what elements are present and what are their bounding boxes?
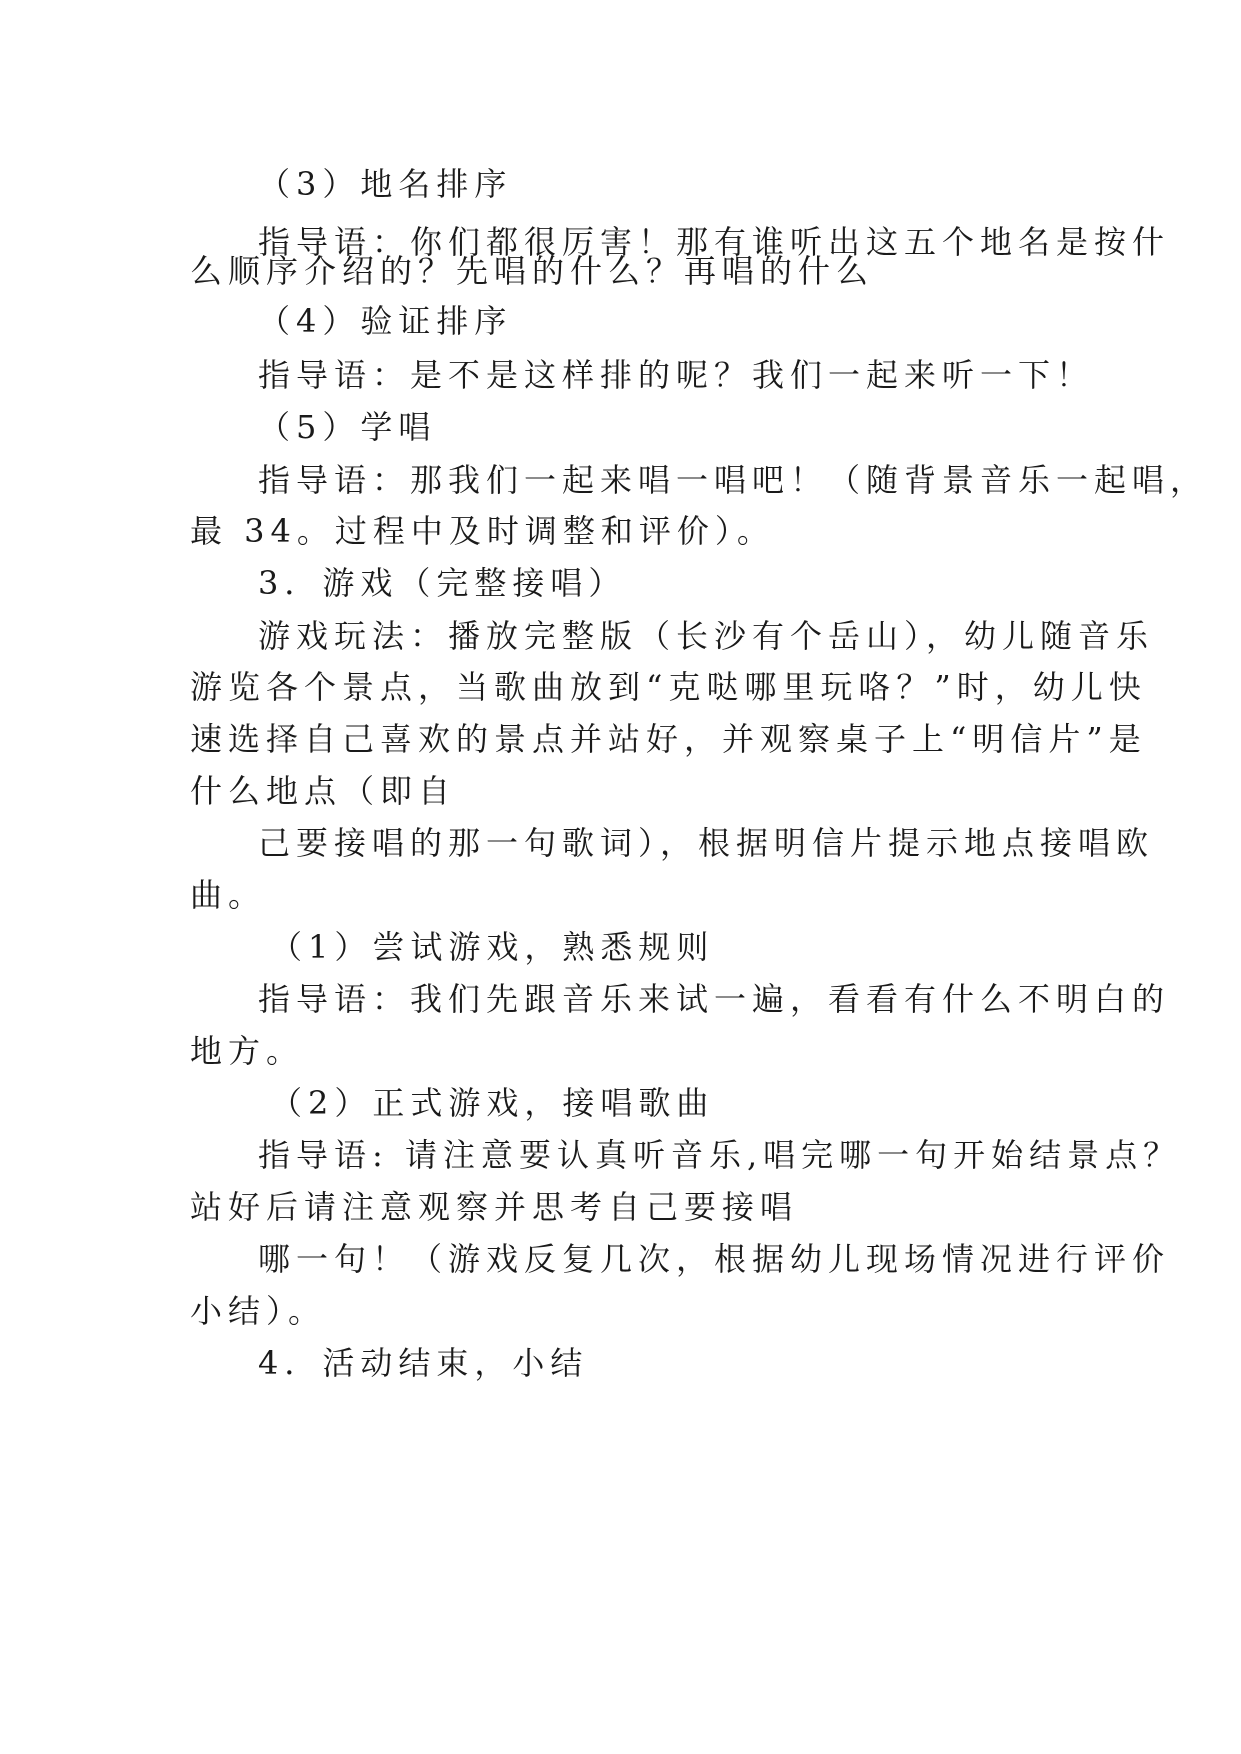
section-heading-activity-end: 4．活动结束，小结 — [258, 1344, 589, 1382]
paragraph-line: 指导语：是不是这样排的呢？我们一起来听一下！ — [258, 356, 1095, 394]
paragraph-line-continuation: 小结）。 — [190, 1292, 327, 1330]
section-heading-game: 3．游戏（完整接唱） — [258, 564, 627, 602]
paragraph-line: 哪一句！（游戏反复几次，根据幼儿现场情况进行评价 — [258, 1240, 1171, 1278]
paragraph-line-continuation: 站好后请注意观察并思考自己要接唱 — [190, 1188, 799, 1226]
paragraph-line: 游戏玩法：播放完整版（长沙有个岳山），幼儿随音乐 — [258, 617, 1155, 655]
heading-try-game: （1）尝试游戏，熟悉规则 — [270, 928, 715, 966]
paragraph-line: 己要接唱的那一句歌词），根据明信片提示地点接唱欧 — [258, 824, 1155, 862]
paragraph-line-continuation: 最 34。过程中及时调整和评价）。 — [190, 512, 775, 550]
paragraph-line: 指导语: 请注意要认真听音乐,唱完哪一句开始结景点？ — [258, 1136, 1182, 1174]
paragraph-line-continuation: 地方。 — [190, 1032, 305, 1070]
heading-formal-game: （2）正式游戏，接唱歌曲 — [270, 1084, 715, 1122]
paragraph-line-continuation: 速选择自己喜欢的景点并站好，并观察桌子上“明信片”是 — [190, 720, 1147, 758]
paragraph-line: 指导语：我们先跟音乐来试一遍，看看有什么不明白的 — [258, 980, 1171, 1018]
heading-verify-ordering: （4）验证排序 — [258, 302, 513, 340]
paragraph-line: 指导语：那我们一起来唱一唱吧！（随背景音乐一起唱， — [258, 461, 1209, 499]
heading-place-name-ordering: （3）地名排序 — [258, 165, 513, 203]
paragraph-line-continuation: 么顺序介绍的？先唱的什么？再唱的什么 — [190, 252, 875, 290]
heading-learn-singing: （5）学唱 — [258, 408, 437, 446]
paragraph-line-continuation: 游览各个景点，当歌曲放到“克哒哪里玩咯？”时，幼儿快 — [190, 668, 1147, 706]
paragraph-line-continuation: 什么地点（即自 — [190, 772, 457, 810]
paragraph-line: 指导语：你们都很厉害！那有谁听出这五个地名是按什 — [258, 223, 1171, 261]
paragraph-line-continuation: 曲。 — [190, 876, 267, 914]
